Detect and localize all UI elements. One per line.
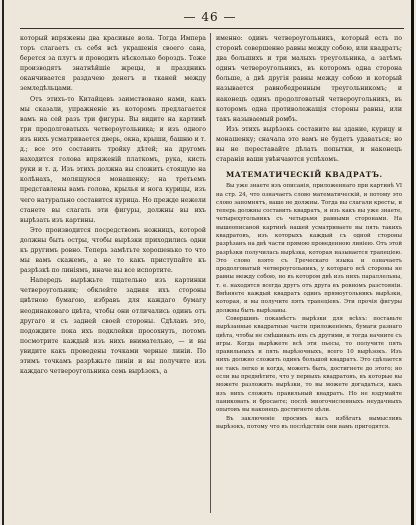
right-small-paragraph-2: Совершивъ покамѣстъ вырѣзки для всѣхъ: поставьте вырѣзанные квадратные части приложеніемъ, бумаги разнаго цвѣта, чтобы не смѣшивать ихъ съ другими, и тогда начните съ игры. Когда вырѣжете всѣ эти пьесы, то получите пять правильныхъ и пять вырѣзочныхъ, всего 10 вырѣзокъ. Изъ нихъ должно сложить одинъ большой квадратъ. Это сдѣлается не такъ легко и когда, можетъ быть, достигнете до этого; но если вы предмѣтите, что у первыхъ квадратовъ, въ которые вы можете разложить вырѣзки, то вы можете догадаться, какъ изъ нихъ сложить правильный квадратъ. Но не вздумайте паниковать и бросаете; послѣ многочисленныхъ неудачныхъ опытовъ вы наконецъ достигнете цѣли. [216,315,402,414]
section-heading: МАТЕМАТИЧЕСКІЙ КВАДРАТЪ. [226,170,383,180]
page-number: — 46 — [183,10,237,24]
left-column [20,34,206,377]
column-divider [210,33,211,513]
right-edge-rule [411,0,414,525]
right-paragraph-2: Изъ этихъ вырѣзокъ составите вы здание, курицу и монашенку; сначала это вамъ не будетъ удаваться; но вы не переставайте дѣлать попытки, и наконецъ старанія ваши увѣнчаются успѣхомъ. [216,125,402,164]
header-rule [20,28,404,29]
right-small-paragraph-3: Въ заключеніе просимъ васъ избѣгать вымысливъ вырѣзокъ, потому что въ послѣдствіи они вамъ пригодятся. [216,415,402,430]
left-paragraph-4: Напередъ вырѣжьте тщательно изъ картинки четвероугольник; обклейте задняя ихъ стороны цвѣтною бумагою, избравъ для каждаго бумагу неодинаковаго цвѣта, чтобы они отличались одинъ отъ другаго и съ задней своей стороны. Сдѣлавъ это, подождите пока ихъ подклейки просохнуть, потомъ посмотрите каждый изъ нихъ внимательно, — и вы увидите какъ проведены точками черные линіи. По этимъ точкамъ разрѣжьте линіи и вы получите изъ каждаго четвероугольника семь вырѣзокъ, а [20,277,206,376]
right-small-paragraph-1: Вы уже знаете изъ описанія, приложеннаго при картинѣ VI на стр. 24, что означаетъ слово математическій, и потому это слово запомнятъ, ваше не должны. Тогда вы слагали кресты, и теперь должны составить квадратъ, и изъ какъ вы уже знаете, четырехугольникъ съ четырьмя равными сторонами. На вышеописаной картинѣ нашей усматриваете вы пять такихъ квадратовъ, изъ которыхъ каждый съ одной стороны разрѣзанъ на двѣ части прямою проведенною линіею. Отъ этой разрѣзки получилась вырѣзка, которая называется трапеціею. Это слово взято съ Греческаго языка и означаетъ продолговатый четвероугольникъ, у котораго всѣ стороны не равны между собою, но въ котором двѣ изъ нихъ параллельны, т. е. находятся всегда другъ отъ друга въ ровномъ разстояніи. Вмѣняете каждый квадратъ одинъ прямоугольникъ вырѣзки, которая, и вы получите пять трапеціевъ. Эти прочія фигуры должны быть вырѣзаны. [216,183,402,314]
left-edge-rule [2,0,4,525]
left-paragraph-2: Отъ этихъ-то Китайцевъ заимствовано нами, какъ мы сказали, упражненіе въ которомъ предлагается вамъ на сей разъ три фигуры. Вы видите на картинѣ три продолговатыхъ четвероугольника; и изъ одного изъ нихъ усматривается дверь, окна, крыши, башню и т. д.; все это составить тройку дѣтей; на другомъ находится голова впряженій платкомъ, рука, кисть руки и т. д. Изъ этихъ должна вы сложить стоящую на колѣнахъ, молящуюся монашенку; на третьемъ представлены вамъ голова, крылья и нога курицы, изъ чего натурально составится курица. Но прежде нежели станете вы слагать эти фигуры, должны вы ихъ вырѣзать изъ картины. [20,95,206,224]
left-paragraph-1: который впряжены два красивые вола. Тогда Импера торъ слагаетъ съ себя всѣ украшенія своего сана, берется за плугъ и проводить нѣсколько бороздъ. Тоже производятъ знатнѣйшіе жрецы, и праздникъ оканчивается раздачею денегъ и тканей между земледѣльцами. [20,35,206,93]
right-paragraph-1: именно: одинъ четвероугольникъ, который есть по сторонѣ совершенно равны между собою, или квадратъ; два большихъ и три малыхъ треугольника, а затѣмъ одинъ четвероугольникъ, въ которомъ одна сторона больше, а двѣ другія равны между собою и который называется равнобедренным треугольникомъ; и наконецъ одинъ продолговатый четвероугольникъ, въ которомъ одна противолежащія стороны равны, или такъ называемый ромбъ. [216,35,402,123]
right-column [216,34,402,431]
left-paragraph-3: Это производится посредствомъ ножницъ, которой должны быть остры, чтобы вырѣзки приходились одни къ другимъ ровно. Теперь замѣтьте хорошенько то что мы вамъ скажемъ, а не то какъ приступайте къ разрѣзкѣ по линіямъ, иначе вы все испортите. [20,226,206,275]
